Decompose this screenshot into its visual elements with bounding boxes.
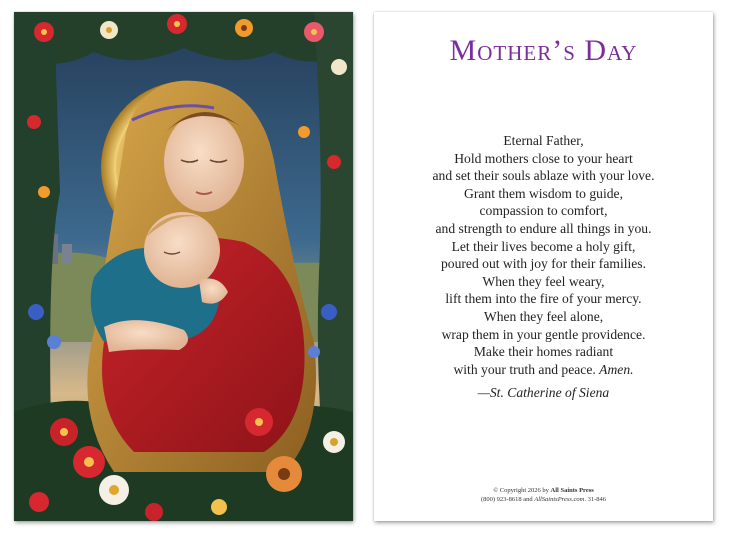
prayer-line: Grant them wisdom to guide, — [464, 185, 623, 201]
prayer-line: Eternal Father, — [503, 133, 584, 148]
copyright-line — [374, 487, 713, 496]
prayer-line: When they feel weary, — [482, 273, 605, 289]
child-head — [144, 212, 220, 288]
prayer-line: compassion to comfort, — [479, 203, 608, 219]
prayer-attribution: —St. Catherine of Siena — [477, 385, 610, 400]
publisher-name: All Saints Press — [550, 487, 594, 494]
amen-text: Amen. — [599, 361, 634, 377]
prayer-text — [374, 132, 713, 378]
card-back-text — [374, 12, 713, 521]
prayer-line: and strength to endure all things in you. — [435, 220, 652, 236]
copyright-footer — [374, 487, 713, 504]
madonna-and-child-illustration — [14, 12, 353, 521]
website-text: AllSaintsPress.com — [534, 495, 585, 503]
prayer-line: lift them into the fire of your mercy. — [445, 291, 642, 307]
prayer-line: wrap them in your gentle providence. — [441, 326, 646, 342]
prayer-line: Make their homes radiant — [473, 344, 614, 360]
mary-face — [164, 112, 244, 212]
prayer-last-line — [374, 361, 713, 379]
prayer-line: When they feel alone, — [483, 308, 604, 324]
copyright-prefix: © Copyright 2026 by — [493, 487, 549, 494]
prayer-line: and set their souls ablaze with your love. — [432, 168, 655, 184]
card-front-image — [14, 12, 353, 521]
prayer-line: Let their lives become a holy gift, — [451, 238, 636, 254]
prayer-line: poured out with joy for their families. — [441, 256, 646, 272]
contact-line — [374, 496, 713, 505]
prayer-last-line-text: with your truth and peace. — [453, 361, 596, 377]
phone-prefix: (800) 923-8618 and — [480, 495, 533, 503]
card-title: Mother’s Day — [449, 34, 638, 67]
item-code: . 31-846 — [584, 495, 607, 503]
prayer-line: Hold mothers close to your heart — [454, 150, 633, 166]
